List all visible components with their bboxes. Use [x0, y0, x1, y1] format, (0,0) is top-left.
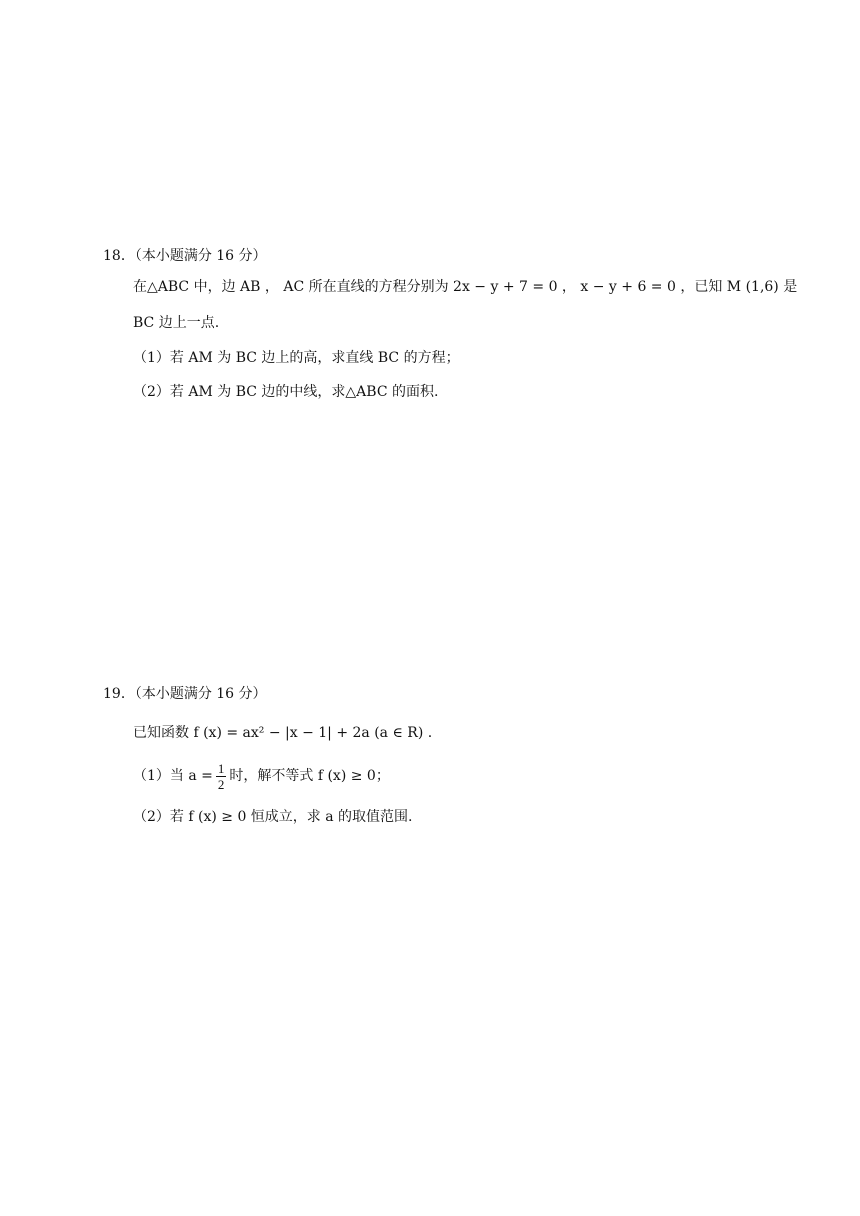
- q18-header: 18．（本小题满分 16 分）: [103, 248, 267, 264]
- q18-part2: （2）若 AM 为 BC 边的中线，求△ABC 的面积.: [133, 384, 439, 400]
- q18-stem-line1: 在△ABC 中，边 AB ， AC 所在直线的方程分别为 2x − y + 7 = 0 ， x − y + 6 = 0 ，已知 M (1,6) 是: [133, 279, 798, 295]
- fraction-numerator: 1: [217, 760, 225, 776]
- q19-part1-suffix: 时，解不等式 f (x) ≥ 0；: [229, 768, 390, 784]
- q18-stem-line2: BC 边上一点.: [133, 315, 220, 331]
- q19-stem: 已知函数 f (x) = ax² − |x − 1| + 2a (a ∈ R) .: [133, 725, 433, 741]
- q19-part1: [133, 759, 390, 793]
- q19-header: 19．（本小题满分 16 分）: [103, 686, 267, 702]
- q18-part1: （1）若 AM 为 BC 边上的高，求直线 BC 的方程；: [133, 350, 460, 366]
- fraction-denominator: 2: [217, 776, 225, 792]
- q19-part2: （2）若 f (x) ≥ 0 恒成立，求 a 的取值范围.: [133, 809, 413, 825]
- one-half-fraction: [216, 761, 227, 792]
- q19-part1-prefix: （1）当 a =: [133, 768, 213, 784]
